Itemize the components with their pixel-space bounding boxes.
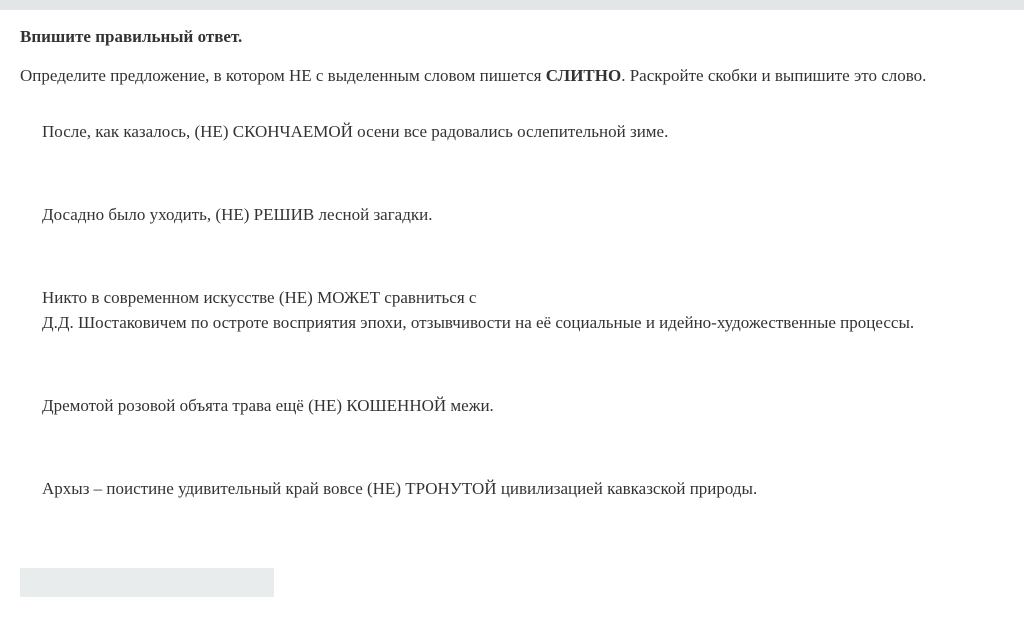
top-bar xyxy=(0,0,1024,10)
sentence-line: Никто в современном искусстве (НЕ) МОЖЕТ сравниться с xyxy=(42,288,477,307)
answer-input[interactable] xyxy=(20,568,274,597)
task-emphasis: СЛИТНО xyxy=(545,66,622,85)
instruction-heading: Впишите правильный ответ. xyxy=(20,27,243,46)
task-text-after: . Раскройте скобки и выпишите это слово. xyxy=(621,66,927,85)
task-text-before: Определите предложение, в котором НЕ с выделенным словом пишется xyxy=(20,66,546,85)
sentence-option-4 xyxy=(42,393,494,418)
sentence-option-1 xyxy=(42,119,668,144)
sentence-line: Д.Д. Шостаковичем по остроте восприятия эпохи, отзывчивости на её социальные и идейно-художественные процессы. xyxy=(42,313,915,332)
sentence-line: Архыз – поистине удивительный край вовсе (НЕ) ТРОНУТОЙ цивилизацией кавказской природы. xyxy=(42,479,758,498)
sentence-option-3 xyxy=(42,285,914,335)
sentence-line: После, как казалось, (НЕ) СКОНЧАЕМОЙ осени все радовались ослепительной зиме. xyxy=(42,122,669,141)
sentence-option-2 xyxy=(42,202,432,227)
sentence-line: Дремотой розовой объята трава ещё (НЕ) КОШЕННОЙ межи. xyxy=(42,396,494,415)
task-text xyxy=(20,66,926,86)
sentence-option-5 xyxy=(42,476,757,501)
sentence-line: Досадно было уходить, (НЕ) РЕШИВ лесной загадки. xyxy=(42,205,433,224)
